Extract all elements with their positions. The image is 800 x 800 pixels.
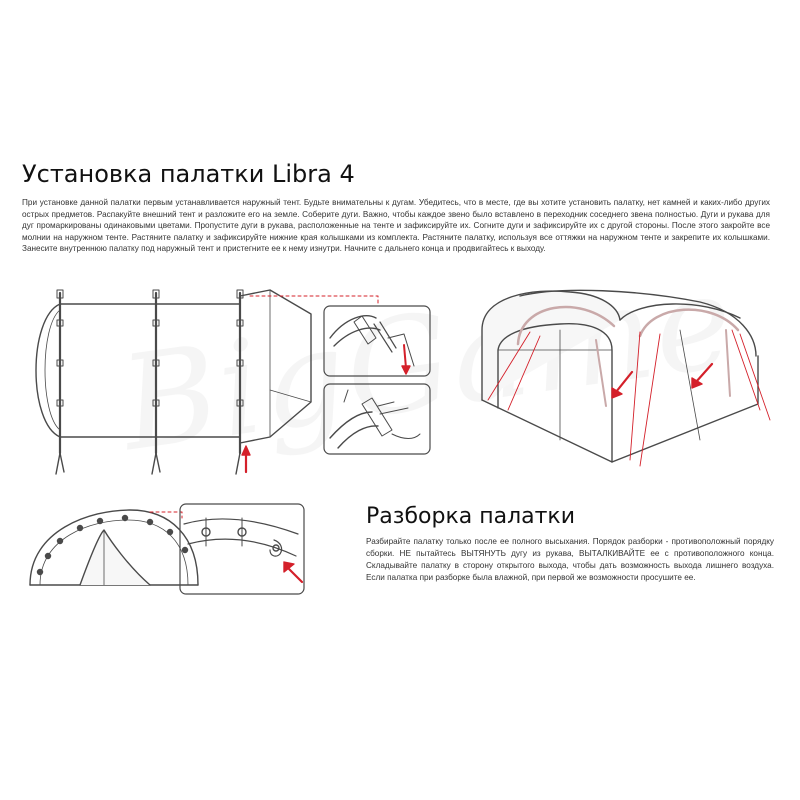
- buckle-detail-bottom: [324, 384, 430, 454]
- disassembly-title: Разборка палатки: [366, 504, 576, 529]
- disassembly-instructions: Разбирайте палатку только после ее полного высыхания. Порядок разборки - противоположный порядку сборки. НЕ пытайтесь ВЫТЯНУТЬ дугу из рукава, ВЫТАЛКИВАЙТЕ ее с противоположного конца. Складывайте палатку в сторону открытого выхода, чтобы дать возможность выхода лишнего воздуха. Если палатка при разборке была влажной, при первой же возможности просушите ее.: [366, 537, 774, 582]
- red-arrow-icon: [288, 568, 302, 582]
- dome-interior-illustration: [30, 510, 198, 585]
- flat-tent-illustration: [36, 290, 311, 474]
- setup-instructions: При установке данной палатки первым устанавливается наружный тент. Будьте внимательны к дугам. Убедитесь, что в месте, где вы хотите установить палатку, нет камней и каких-либо других острых предметов. Распакуйте внешний тент и разложите его на земле. Соберите дуги. Важно, чтобы каждое звено было вставлено в переходник соседнего звена полностью. Дуги и рукава для дуг промаркированы одинаковыми цветами. Пропустите дуги в рукава, расположенные на тенте и зафиксируйте их. Согните дуги и зафиксируйте их с другой стороны. После этого закройте все молнии на наружном тенте. Растяните палатку и зафиксируйте нижние края колышками из комплекта. Растяните палатку, используя все оттяжки на наружном тенте и закрепите их колышками. Занесите внутреннюю палатку под наружный тент и пристегните ее к нему изнутри. Начните с дальнего конца и продвигайтесь к выходу.: [22, 198, 770, 253]
- setup-title: Установка палатки Libra 4: [22, 160, 355, 188]
- buckle-detail-top: [324, 306, 430, 376]
- red-arrow-icon: [616, 372, 632, 392]
